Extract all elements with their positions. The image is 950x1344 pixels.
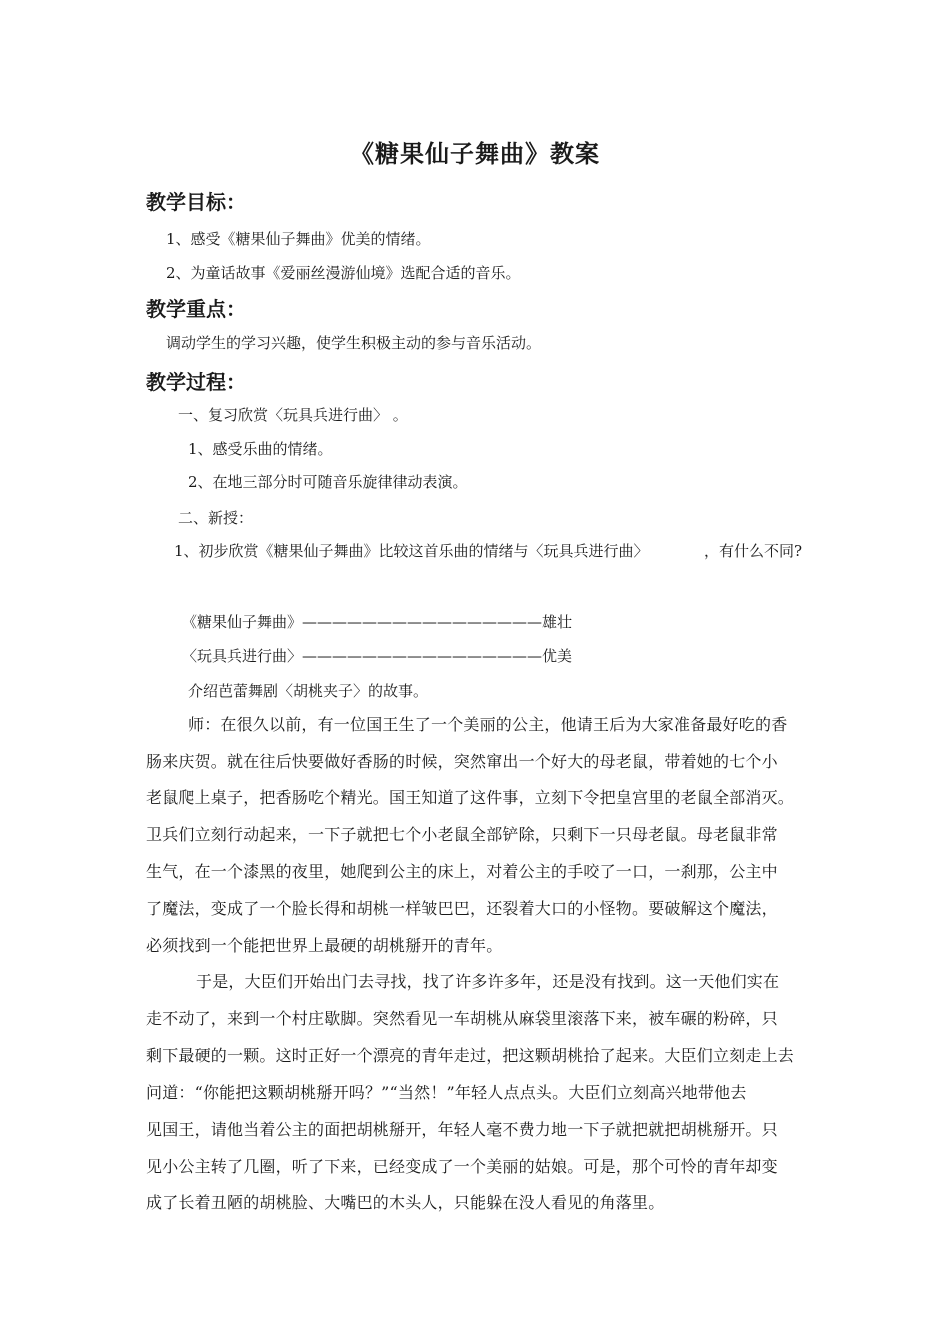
- story-para1-line: 老鼠爬上桌子，把香肠吃个精光。国王知道了这件事，立刻下令把皇宫里的老鼠全部消灭。: [146, 788, 795, 807]
- story-para1-line: 必须找到一个能把世界上最硬的胡桃掰开的青年。: [146, 936, 503, 955]
- story-intro: 介绍芭蕾舞剧〈胡桃夹子〉的故事。: [188, 682, 429, 700]
- objectives-heading: 教学目标：: [146, 190, 246, 214]
- compare-line: 〈玩具兵进行曲〉————————————————优美: [182, 647, 573, 665]
- focus-heading: 教学重点：: [146, 297, 246, 321]
- story-para1-line: 师：在很久以前，有一位国王生了一个美丽的公主，他请王后为大家准备最好吃的香: [188, 715, 788, 734]
- story-para1-line: 肠来庆贺。就在往后快要做好香肠的时候，突然窜出一个好大的母老鼠，带着她的七个小: [146, 752, 778, 771]
- objective-item: 1、感受《糖果仙子舞曲》优美的情绪。: [166, 230, 431, 248]
- story-para1-line: 生气，在一个漆黑的夜里，她爬到公主的床上，对着公主的手咬了一口，一刹那，公主中: [146, 862, 778, 881]
- compare-line: 《糖果仙子舞曲》————————————————雄壮: [182, 613, 573, 631]
- story-para2-line: 见小公主转了几圈，听了下来，已经变成了一个美丽的姑娘。可是，那个可怜的青年却变: [146, 1157, 778, 1176]
- document-title: 《糖果仙子舞曲》教案: [350, 140, 600, 168]
- process-heading: 教学过程：: [146, 370, 246, 394]
- process-part1-item: 2、在地三部分时可随音乐旋律律动表演。: [188, 473, 468, 491]
- process-part1-title: 一、复习欣赏〈玩具兵进行曲〉 。: [178, 406, 408, 424]
- story-para2-line: 走不动了，来到一个村庄歇脚。突然看见一车胡桃从麻袋里滚落下来，被车碾的粉碎，只: [146, 1009, 778, 1028]
- process-part2-item1: 1、初步欣赏《糖果仙子舞曲》比较这首乐曲的情绪与〈玩具兵进行曲〉: [174, 542, 649, 560]
- focus-text: 调动学生的学习兴趣，使学生积极主动的参与音乐活动。: [166, 334, 542, 352]
- process-part1-item: 1、感受乐曲的情绪。: [188, 440, 333, 458]
- process-part2-title: 二、新授：: [178, 509, 254, 527]
- story-para1-line: 了魔法，变成了一个脸长得和胡桃一样皱巴巴，还裂着大口的小怪物。要破解这个魔法，: [146, 899, 778, 918]
- process-part2-item1-tail: ，有什么不同?: [704, 542, 803, 560]
- story-para2-line: 见国王，请他当着公主的面把胡桃掰开，年轻人毫不费力地一下子就把就把胡桃掰开。只: [146, 1120, 778, 1139]
- story-para2-line: 成了长着丑陋的胡桃脸、大嘴巴的木头人，只能躲在没人看见的角落里。: [146, 1193, 665, 1212]
- objective-item: 2、为童话故事《爱丽丝漫游仙境》选配合适的音乐。: [166, 264, 521, 282]
- story-para2-line: 剩下最硬的一颗。这时正好一个漂亮的青年走过，把这颗胡桃拾了起来。大臣们立刻走上去: [146, 1046, 795, 1065]
- story-para2-line: 于是，大臣们开始出门去寻找，找了许多许多年，还是没有找到。这一天他们实在: [196, 972, 780, 991]
- story-para1-line: 卫兵们立刻行动起来，一下子就把七个小老鼠全部铲除，只剩下一只母老鼠。母老鼠非常: [146, 825, 778, 844]
- story-para2-line: 问道：“你能把这颗胡桃掰开吗？”“当然！”年轻人点点头。大臣们立刻高兴地带他去: [146, 1083, 747, 1102]
